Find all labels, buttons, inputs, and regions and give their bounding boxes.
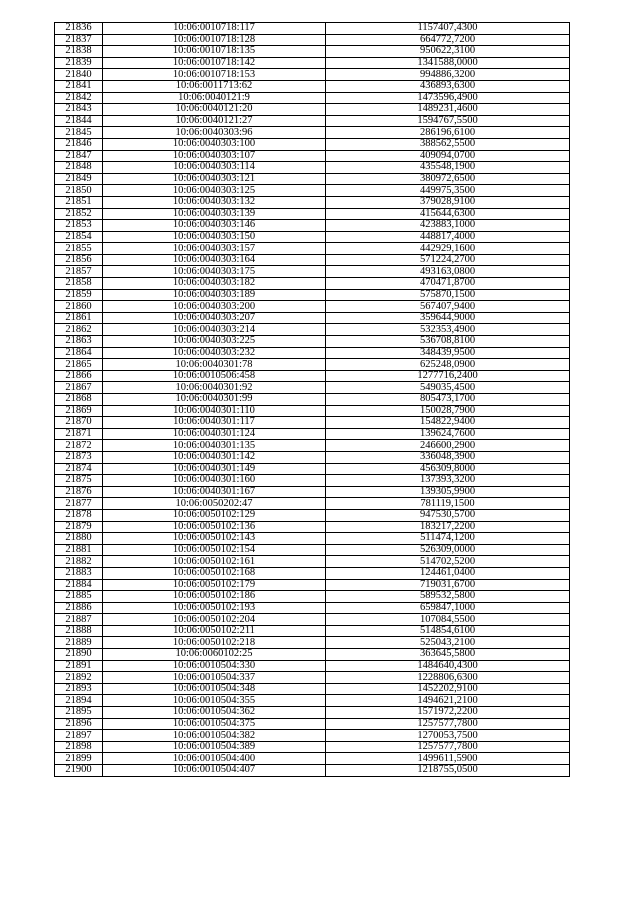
table-row (55, 451, 570, 463)
table-row (55, 138, 570, 150)
cadastral-value-cell: 363645,5800 (326, 649, 570, 661)
cadastral-number-cell: 10:06:0040303:114 (103, 162, 326, 174)
cadastral-number-cell: 10:06:0050102:211 (103, 625, 326, 637)
cadastral-number-cell: 10:06:0040303:157 (103, 243, 326, 255)
table-row (55, 672, 570, 684)
cadastral-number-cell: 10:06:0010504:348 (103, 683, 326, 695)
row-number-cell: 21843 (55, 104, 103, 116)
table-row (55, 707, 570, 719)
cadastral-value-cell: 1341588,0000 (326, 57, 570, 69)
table-row (55, 57, 570, 69)
table-row (55, 730, 570, 742)
table-row (55, 544, 570, 556)
cadastral-number-cell: 10:06:0040303:121 (103, 173, 326, 185)
table-row (55, 683, 570, 695)
table-row (55, 254, 570, 266)
cadastral-value-cell: 994886,3200 (326, 69, 570, 81)
row-number-cell: 21868 (55, 394, 103, 406)
cadastral-value-cell: 448817,4000 (326, 231, 570, 243)
cadastral-value-cell: 1157407,4300 (326, 23, 570, 35)
table-row (55, 336, 570, 348)
row-number-cell: 21880 (55, 533, 103, 545)
cadastral-number-cell: 10:06:0040303:189 (103, 289, 326, 301)
cadastral-number-cell: 10:06:0010504:407 (103, 765, 326, 777)
row-number-cell: 21884 (55, 579, 103, 591)
cadastral-value-cell: 1277716,2400 (326, 370, 570, 382)
cadastral-value-cell: 286196,6100 (326, 127, 570, 139)
cadastral-number-cell: 10:06:0040301:117 (103, 417, 326, 429)
cadastral-number-cell: 10:06:0040303:232 (103, 347, 326, 359)
row-number-cell: 21890 (55, 649, 103, 661)
table-row (55, 579, 570, 591)
table-row (55, 34, 570, 46)
cadastral-value-cell: 150028,7900 (326, 405, 570, 417)
cadastral-number-cell: 10:06:0050102:136 (103, 521, 326, 533)
cadastral-number-cell: 10:06:0040303:96 (103, 127, 326, 139)
cadastral-value-cell: 781119,1500 (326, 498, 570, 510)
table-row (55, 208, 570, 220)
table-row (55, 231, 570, 243)
cadastral-value-cell: 1489231,4600 (326, 104, 570, 116)
cadastral-number-cell: 10:06:0040303:132 (103, 196, 326, 208)
cadastral-value-cell: 575870,1500 (326, 289, 570, 301)
row-number-cell: 21891 (55, 660, 103, 672)
cadastral-number-cell: 10:06:0040301:78 (103, 359, 326, 371)
cadastral-value-cell: 514702,5200 (326, 556, 570, 568)
cadastral-value-cell: 379028,9100 (326, 196, 570, 208)
row-number-cell: 21845 (55, 127, 103, 139)
row-number-cell: 21861 (55, 312, 103, 324)
cadastral-number-cell: 10:06:0010504:375 (103, 718, 326, 730)
cadastral-value-cell: 526309,0000 (326, 544, 570, 556)
row-number-cell: 21874 (55, 463, 103, 475)
table-row (55, 741, 570, 753)
cadastral-number-cell: 10:06:0040303:125 (103, 185, 326, 197)
cadastral-number-cell: 10:06:0050102:179 (103, 579, 326, 591)
row-number-cell: 21860 (55, 301, 103, 313)
cadastral-number-cell: 10:06:0050102:154 (103, 544, 326, 556)
cadastral-number-cell: 10:06:0040303:150 (103, 231, 326, 243)
row-number-cell: 21870 (55, 417, 103, 429)
cadastral-number-cell: 10:06:0040303:107 (103, 150, 326, 162)
row-number-cell: 21852 (55, 208, 103, 220)
table-row (55, 475, 570, 487)
row-number-cell: 21879 (55, 521, 103, 533)
table-row (55, 625, 570, 637)
row-number-cell: 21869 (55, 405, 103, 417)
table-row (55, 104, 570, 116)
row-number-cell: 21898 (55, 741, 103, 753)
cadastral-number-cell: 10:06:0010718:117 (103, 23, 326, 35)
cadastral-value-table (54, 22, 570, 777)
row-number-cell: 21840 (55, 69, 103, 81)
row-number-cell: 21858 (55, 278, 103, 290)
cadastral-value-cell: 409094,0700 (326, 150, 570, 162)
cadastral-number-cell: 10:06:0040301:99 (103, 394, 326, 406)
table-row (55, 69, 570, 81)
cadastral-number-cell: 10:06:0050102:161 (103, 556, 326, 568)
row-number-cell: 21862 (55, 324, 103, 336)
cadastral-number-cell: 10:06:0010718:128 (103, 34, 326, 46)
row-number-cell: 21866 (55, 370, 103, 382)
table-row (55, 521, 570, 533)
table-row (55, 498, 570, 510)
cadastral-value-cell: 246600,2900 (326, 440, 570, 452)
row-number-cell: 21889 (55, 637, 103, 649)
row-number-cell: 21849 (55, 173, 103, 185)
row-number-cell: 21850 (55, 185, 103, 197)
row-number-cell: 21846 (55, 138, 103, 150)
table-row (55, 301, 570, 313)
cadastral-value-cell: 154822,9400 (326, 417, 570, 429)
cadastral-number-cell: 10:06:0060102:25 (103, 649, 326, 661)
cadastral-number-cell: 10:06:0040301:110 (103, 405, 326, 417)
row-number-cell: 21839 (55, 57, 103, 69)
cadastral-value-cell: 1494621,2100 (326, 695, 570, 707)
row-number-cell: 21863 (55, 336, 103, 348)
cadastral-number-cell: 10:06:0050102:218 (103, 637, 326, 649)
cadastral-number-cell: 10:06:0010504:330 (103, 660, 326, 672)
cadastral-value-cell: 511474,1200 (326, 533, 570, 545)
cadastral-value-cell: 380972,6500 (326, 173, 570, 185)
row-number-cell: 21844 (55, 115, 103, 127)
table-row (55, 602, 570, 614)
cadastral-number-cell: 10:06:0010718:142 (103, 57, 326, 69)
row-number-cell: 21892 (55, 672, 103, 684)
row-number-cell: 21883 (55, 567, 103, 579)
table-row (55, 556, 570, 568)
cadastral-value-cell: 719031,6700 (326, 579, 570, 591)
cadastral-value-cell: 139624,7600 (326, 428, 570, 440)
row-number-cell: 21899 (55, 753, 103, 765)
cadastral-number-cell: 10:06:0050102:186 (103, 591, 326, 603)
row-number-cell: 21877 (55, 498, 103, 510)
row-number-cell: 21888 (55, 625, 103, 637)
table-row (55, 150, 570, 162)
row-number-cell: 21887 (55, 614, 103, 626)
row-number-cell: 21855 (55, 243, 103, 255)
table-row (55, 173, 570, 185)
cadastral-number-cell: 10:06:0040303:225 (103, 336, 326, 348)
cadastral-number-cell: 10:06:0010718:135 (103, 46, 326, 58)
cadastral-number-cell: 10:06:0040303:139 (103, 208, 326, 220)
row-number-cell: 21864 (55, 347, 103, 359)
table-row (55, 509, 570, 521)
cadastral-number-cell: 10:06:0010504:355 (103, 695, 326, 707)
table-row (55, 533, 570, 545)
cadastral-value-cell: 107084,5500 (326, 614, 570, 626)
cadastral-value-cell: 659847,1000 (326, 602, 570, 614)
row-number-cell: 21897 (55, 730, 103, 742)
table-row (55, 486, 570, 498)
table-row (55, 289, 570, 301)
row-number-cell: 21896 (55, 718, 103, 730)
cadastral-number-cell: 10:06:0040303:182 (103, 278, 326, 290)
cadastral-number-cell: 10:06:0050102:193 (103, 602, 326, 614)
cadastral-value-cell: 950622,3100 (326, 46, 570, 58)
cadastral-number-cell: 10:06:0040303:100 (103, 138, 326, 150)
table-row (55, 92, 570, 104)
table-row (55, 266, 570, 278)
row-number-cell: 21885 (55, 591, 103, 603)
cadastral-number-cell: 10:06:0040303:207 (103, 312, 326, 324)
cadastral-number-cell: 10:06:0010504:382 (103, 730, 326, 742)
row-number-cell: 21871 (55, 428, 103, 440)
cadastral-value-cell: 1484640,4300 (326, 660, 570, 672)
row-number-cell: 21886 (55, 602, 103, 614)
cadastral-value-cell: 359644,9000 (326, 312, 570, 324)
row-number-cell: 21856 (55, 254, 103, 266)
row-number-cell: 21847 (55, 150, 103, 162)
cadastral-value-cell: 947530,5700 (326, 509, 570, 521)
table-row (55, 185, 570, 197)
row-number-cell: 21851 (55, 196, 103, 208)
cadastral-number-cell: 10:06:0040121:27 (103, 115, 326, 127)
row-number-cell: 21836 (55, 23, 103, 35)
cadastral-value-cell: 1257577,7800 (326, 718, 570, 730)
row-number-cell: 21875 (55, 475, 103, 487)
cadastral-value-cell: 435548,1900 (326, 162, 570, 174)
row-number-cell: 21882 (55, 556, 103, 568)
cadastral-number-cell: 10:06:0040301:149 (103, 463, 326, 475)
cadastral-value-cell: 1499611,5900 (326, 753, 570, 765)
cadastral-value-cell: 589532,5800 (326, 591, 570, 603)
cadastral-number-cell: 10:06:0010504:400 (103, 753, 326, 765)
table-row (55, 753, 570, 765)
cadastral-value-cell: 664772,7200 (326, 34, 570, 46)
table-row (55, 405, 570, 417)
table-row (55, 591, 570, 603)
table-row (55, 394, 570, 406)
cadastral-number-cell: 10:06:0040303:164 (103, 254, 326, 266)
row-number-cell: 21841 (55, 80, 103, 92)
cadastral-number-cell: 10:06:0050102:143 (103, 533, 326, 545)
table-row (55, 463, 570, 475)
cadastral-value-cell: 567407,9400 (326, 301, 570, 313)
row-number-cell: 21842 (55, 92, 103, 104)
table-row (55, 220, 570, 232)
cadastral-number-cell: 10:06:0040301:124 (103, 428, 326, 440)
cadastral-value-cell: 1218755,0500 (326, 765, 570, 777)
table-row (55, 23, 570, 35)
cadastral-number-cell: 10:06:0010504:389 (103, 741, 326, 753)
cadastral-number-cell: 10:06:0040301:92 (103, 382, 326, 394)
row-number-cell: 21854 (55, 231, 103, 243)
cadastral-number-cell: 10:06:0050102:168 (103, 567, 326, 579)
row-number-cell: 21848 (55, 162, 103, 174)
table-row (55, 243, 570, 255)
cadastral-value-cell: 493163,0800 (326, 266, 570, 278)
cadastral-value-cell: 124461,0400 (326, 567, 570, 579)
table-row (55, 162, 570, 174)
cadastral-value-cell: 1257577,7800 (326, 741, 570, 753)
cadastral-value-cell: 571224,2700 (326, 254, 570, 266)
cadastral-number-cell: 10:06:0010506:458 (103, 370, 326, 382)
cadastral-number-cell: 10:06:0011713:62 (103, 80, 326, 92)
row-number-cell: 21894 (55, 695, 103, 707)
table-row (55, 359, 570, 371)
cadastral-value-cell: 1228806,6300 (326, 672, 570, 684)
cadastral-number-cell: 10:06:0050102:204 (103, 614, 326, 626)
cadastral-value-cell: 442929,1600 (326, 243, 570, 255)
row-number-cell: 21872 (55, 440, 103, 452)
row-number-cell: 21900 (55, 765, 103, 777)
table-row (55, 46, 570, 58)
cadastral-value-cell: 514854,6100 (326, 625, 570, 637)
row-number-cell: 21893 (55, 683, 103, 695)
row-number-cell: 21873 (55, 451, 103, 463)
row-number-cell: 21857 (55, 266, 103, 278)
table-row (55, 278, 570, 290)
cadastral-value-cell: 388562,5500 (326, 138, 570, 150)
cadastral-value-cell: 1594767,5500 (326, 115, 570, 127)
row-number-cell: 21895 (55, 707, 103, 719)
cadastral-value-cell: 436893,6300 (326, 80, 570, 92)
table-row (55, 80, 570, 92)
cadastral-value-cell: 415644,6300 (326, 208, 570, 220)
cadastral-value-cell: 348439,9500 (326, 347, 570, 359)
cadastral-number-cell: 10:06:0040301:142 (103, 451, 326, 463)
cadastral-number-cell: 10:06:0040303:200 (103, 301, 326, 313)
row-number-cell: 21853 (55, 220, 103, 232)
cadastral-value-cell: 625248,0900 (326, 359, 570, 371)
row-number-cell: 21859 (55, 289, 103, 301)
cadastral-value-cell: 449975,3500 (326, 185, 570, 197)
cadastral-number-cell: 10:06:0010504:337 (103, 672, 326, 684)
table-row (55, 312, 570, 324)
cadastral-number-cell: 10:06:0040303:214 (103, 324, 326, 336)
cadastral-number-cell: 10:06:0040303:146 (103, 220, 326, 232)
table-body (55, 23, 570, 777)
row-number-cell: 21865 (55, 359, 103, 371)
table-row (55, 115, 570, 127)
table-row (55, 718, 570, 730)
cadastral-value-cell: 536708,8100 (326, 336, 570, 348)
row-number-cell: 21876 (55, 486, 103, 498)
row-number-cell: 21837 (55, 34, 103, 46)
cadastral-value-cell: 456309,8000 (326, 463, 570, 475)
cadastral-number-cell: 10:06:0040301:160 (103, 475, 326, 487)
cadastral-number-cell: 10:06:0050102:129 (103, 509, 326, 521)
cadastral-value-cell: 1571972,2200 (326, 707, 570, 719)
cadastral-value-cell: 1473596,4900 (326, 92, 570, 104)
row-number-cell: 21838 (55, 46, 103, 58)
table-row (55, 614, 570, 626)
cadastral-number-cell: 10:06:0040303:175 (103, 266, 326, 278)
table-row (55, 428, 570, 440)
cadastral-value-cell: 549035,4500 (326, 382, 570, 394)
cadastral-value-cell: 183217,2200 (326, 521, 570, 533)
cadastral-value-cell: 423883,1000 (326, 220, 570, 232)
cadastral-value-cell: 470471,8700 (326, 278, 570, 290)
cadastral-number-cell: 10:06:0040121:20 (103, 104, 326, 116)
cadastral-value-cell: 137393,3200 (326, 475, 570, 487)
table-row (55, 440, 570, 452)
cadastral-value-cell: 139305,9900 (326, 486, 570, 498)
cadastral-number-cell: 10:06:0040301:167 (103, 486, 326, 498)
row-number-cell: 21867 (55, 382, 103, 394)
table-row (55, 127, 570, 139)
cadastral-value-cell: 336048,3900 (326, 451, 570, 463)
table-row (55, 567, 570, 579)
table-row (55, 637, 570, 649)
cadastral-number-cell: 10:06:0050202:47 (103, 498, 326, 510)
cadastral-value-cell: 1270053,7500 (326, 730, 570, 742)
cadastral-value-cell: 805473,1700 (326, 394, 570, 406)
row-number-cell: 21878 (55, 509, 103, 521)
table-row (55, 660, 570, 672)
table-row (55, 417, 570, 429)
cadastral-number-cell: 10:06:0040121:9 (103, 92, 326, 104)
table-row (55, 347, 570, 359)
row-number-cell: 21881 (55, 544, 103, 556)
table-row (55, 370, 570, 382)
table-row (55, 765, 570, 777)
cadastral-value-cell: 525043,2100 (326, 637, 570, 649)
cadastral-number-cell: 10:06:0010504:362 (103, 707, 326, 719)
cadastral-value-cell: 532353,4900 (326, 324, 570, 336)
cadastral-value-cell: 1452202,9100 (326, 683, 570, 695)
cadastral-number-cell: 10:06:0040301:135 (103, 440, 326, 452)
table-row (55, 649, 570, 661)
table-row (55, 196, 570, 208)
table-row (55, 382, 570, 394)
cadastral-number-cell: 10:06:0010718:153 (103, 69, 326, 81)
table-row (55, 324, 570, 336)
table-row (55, 695, 570, 707)
